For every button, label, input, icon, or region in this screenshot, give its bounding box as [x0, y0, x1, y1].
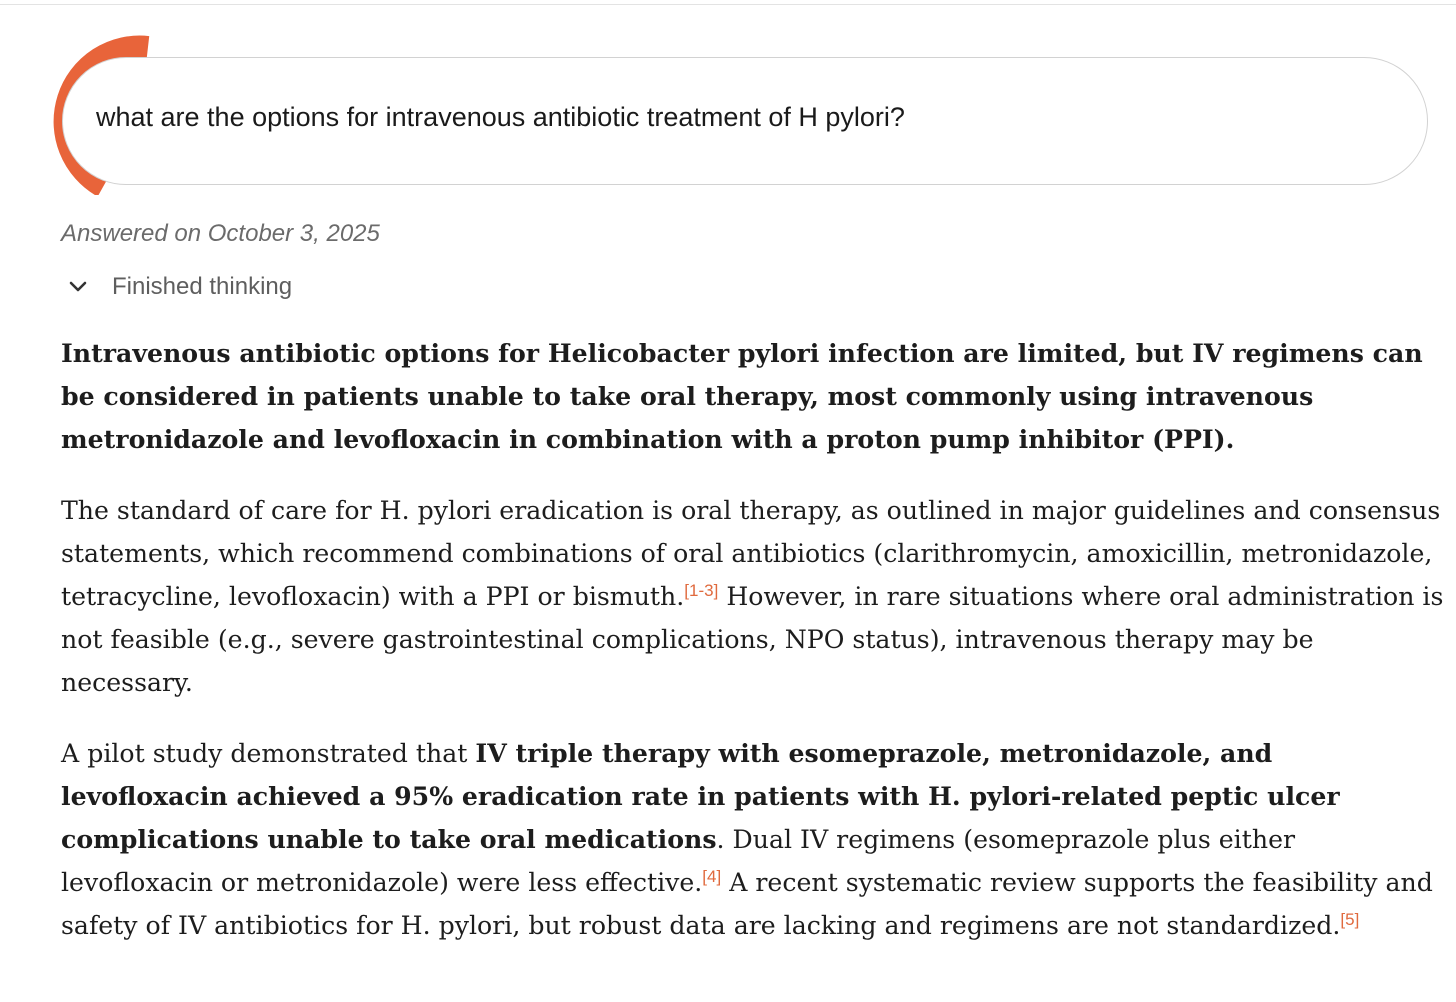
- paragraph-text: A recent systematic review supports the feasibility and safety of IV antibiotics for H. pylori, but robust data are lacking and regimens are not standardized.: [61, 868, 1433, 940]
- citation-link[interactable]: [4]: [702, 867, 722, 886]
- paragraph-text: A pilot study demonstrated that: [61, 739, 476, 768]
- answer-paragraph: [61, 732, 1445, 947]
- paragraph-text: The standard of care for H. pylori eradication is oral therapy, as outlined in major guidelines and consensus statements, which recommend combinations of oral antibiotics (clarithromycin, amoxicillin, metronidazole, tetracycline, levofloxacin) with a PPI or bismuth.: [61, 496, 1441, 611]
- answered-date: Answered on October 3, 2025: [61, 220, 380, 247]
- chevron-down-icon: [64, 270, 92, 304]
- citation-link[interactable]: [1-3]: [684, 581, 719, 600]
- answer-paragraph: [61, 489, 1445, 704]
- summary-text: Intravenous antibiotic options for Helicobacter pylori infection are limited, but IV regimens can be considered in patients unable to take oral therapy, most commonly using intravenous metronidazole and levofloxacin in combination with a proton pump inhibitor (PPI).: [61, 338, 1423, 454]
- thinking-label: Finished thinking: [112, 273, 293, 300]
- paragraph-text: . Dual IV regimens (esomeprazole plus either levofloxacin or metronidazole) were less effective.: [61, 825, 1296, 897]
- top-divider: [0, 4, 1456, 5]
- citation-link[interactable]: [5]: [1340, 910, 1360, 929]
- answer-content: [61, 332, 1445, 975]
- thinking-toggle[interactable]: [64, 270, 292, 304]
- paragraph-text: However, in rare situations where oral administration is not feasible (e.g., severe gastrointestinal complications, NPO status), intravenous therapy may be necessary.: [61, 582, 1444, 697]
- answer-summary: [61, 332, 1445, 461]
- paragraph-bold-text: IV triple therapy with esomeprazole, metronidazole, and levofloxacin achieved a 95% eradication rate in patients with H. pylori-related peptic ulcer complications unable to take oral medications: [61, 738, 1340, 854]
- query-text: what are the options for intravenous antibiotic treatment of H pylori?: [96, 102, 905, 132]
